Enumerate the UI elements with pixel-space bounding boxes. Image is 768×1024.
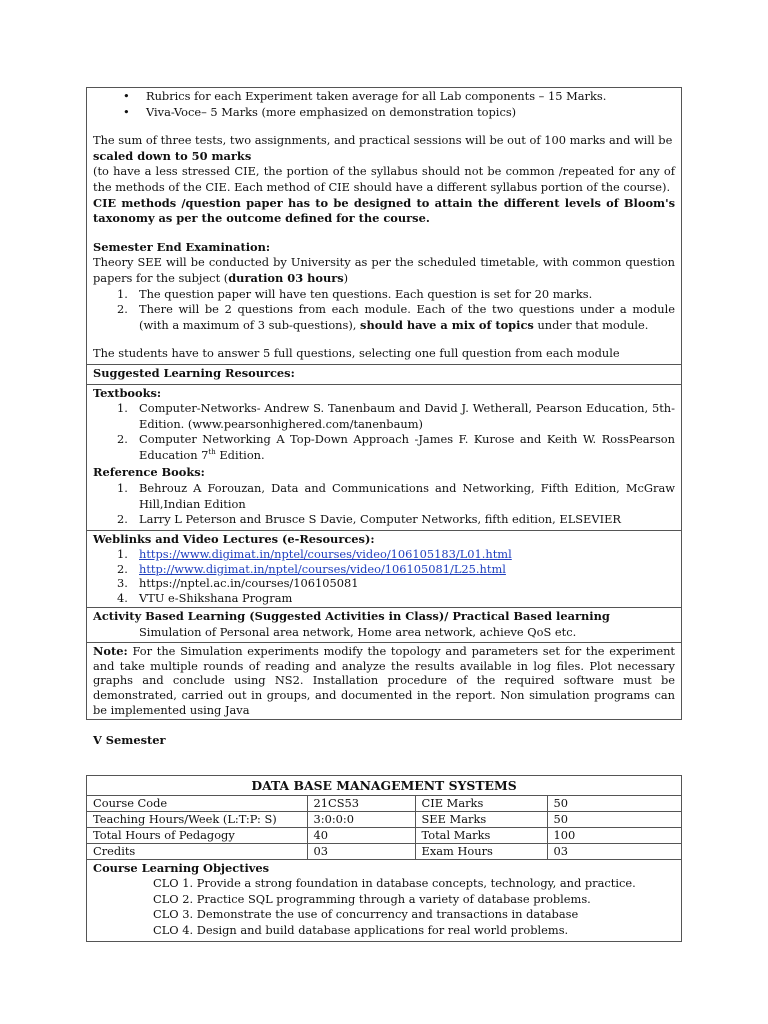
table-cell: 21CS53 [307,795,415,811]
cie-methods-text [93,196,675,227]
list-item: • Viva-Voce– 5 Marks (more emphasized on demonstration topics) [93,105,675,121]
list-item [93,287,675,303]
reference-list [93,481,675,528]
note-text: For the Simulation experiments modify the topology and parameters set for the experiment and take multiple rounds of reading and analyze the results available in log files. Plot necessary graphs and conclude using NS2. Installation procedure of the required software must be demonstrated, carried out in groups, and documented in the report. Non simulation programs can be implemented using Java [93,644,675,717]
table-cell: 03 [547,843,681,859]
resources-heading-section [87,364,681,384]
syllabus-box [86,87,682,720]
table-row [87,811,681,827]
item-text: The question paper will have ten questions. Each question is set for 20 marks. [139,286,593,301]
table-row [87,795,681,811]
table-cell: 50 [547,795,681,811]
course-box [86,775,682,942]
books-section [87,384,681,530]
item-number: 1. [117,286,128,301]
table-cell: 03 [307,843,415,859]
semester-heading: V Semester [93,733,166,747]
table-cell: 100 [547,827,681,843]
sum-text [93,133,675,149]
objectives-section [87,859,681,941]
weblinks-heading: Weblinks and Video Lectures (e-Resources): [93,531,375,546]
item-text: There will be 2 questions from each module. Each of the two questions under a module (with a maximum of 3 sub-questions), [139,302,675,332]
item-number: 2. [117,561,128,576]
list-item: CLO 3. Demonstrate the use of concurrency and transactions in database [153,907,579,922]
activity-text: Simulation of Personal area network, Home area network, achieve QoS etc. [139,624,577,639]
see-heading-text: Semester End Examination: [93,239,271,254]
table-cell: Course Code [87,795,307,811]
evaluation-bullets [93,89,675,120]
scaled-text [93,149,675,165]
textbook-list [93,401,675,463]
list-item [93,512,675,528]
answer-text: The students have to answer 5 full questions, selecting one full question from each module [93,346,620,361]
see-duration: duration 03 hours [228,270,344,285]
list-item [93,547,675,561]
item-text: VTU e-Shikshana Program [139,590,293,605]
item-number: 1. [117,401,128,416]
list-item: CLO 1. Provide a strong foundation in database concepts, technology, and practice. [153,876,636,891]
item-number: 2. [117,512,128,527]
table-cell: Total Marks [415,827,547,843]
list-item [93,302,675,333]
less-stressed-text: (to have a less stressed CIE, the portion of the syllabus should not be common /repeated for any of the methods of the CIE. Each method of CIE should have a different syllabus portion of the course). [93,164,675,194]
table-cell: Total Hours of Pedagogy [87,827,307,843]
list-item [93,576,675,590]
table-cell: SEE Marks [415,811,547,827]
weblinks-section [87,530,681,607]
course-title: DATA BASE MANAGEMENT SYSTEMS [251,778,517,793]
table-cell: 40 [307,827,415,843]
activity-heading: Activity Based Learning (Suggested Activities in Class)/ Practical Based learning [93,609,610,624]
see-items [93,287,675,334]
note-label: Note: [93,644,128,659]
weblinks-list [93,547,675,605]
list-item: • Rubrics for each Experiment taken average for all Lab components – 15 Marks. [93,89,675,105]
table-cell: CIE Marks [415,795,547,811]
sum-text-line: The sum of three tests, two assignments, and practical sessions will be out of 100 marks and will be [93,133,673,148]
table-cell: 50 [547,811,681,827]
see-text-end: ) [343,270,349,285]
item-text: Behrouz A Forouzan, Data and Communications and Networking, Fifth Edition, McGraw Hill,Indian Edition [139,481,675,511]
item-text: https://nptel.ac.in/courses/106105081 [139,576,359,591]
cie-methods-bold: CIE methods /question paper has to be designed to attain the different levels of Bloom's taxonomy as per the outcome defined for the course. [93,195,675,226]
item-text: Computer Networking A Top-Down Approach -James F. Kurose and Keith W. RossPearson Education 7 [139,432,675,462]
table-cell: Teaching Hours/Week (L:T:P: S) [87,811,307,827]
item-bold: should have a mix of topics [360,317,534,332]
item-number: 1. [117,547,128,562]
list-item [93,401,675,432]
item-tail: under that module. [533,317,649,332]
item-tail: Edition. [215,447,265,462]
list-item [93,562,675,576]
see-text [93,255,675,286]
item-number: 2. [117,432,128,447]
item-number: 2. [117,302,128,317]
see-heading [93,240,675,256]
weblink-2[interactable]: http://www.digimat.in/nptel/courses/video/106105081/L25.html [139,561,506,576]
see-text-part: Theory SEE will be conducted by University as per the scheduled timetable, with common question papers for the subject ( [93,255,675,285]
reference-heading: Reference Books: [93,465,205,480]
list-item: CLO 4. Design and build database applications for real world problems. [153,922,569,937]
item-number: 1. [117,481,128,496]
note-section [87,642,681,719]
superscript: th [208,448,216,457]
table-cell: Exam Hours [415,843,547,859]
weblink-1[interactable]: https://www.digimat.in/nptel/courses/video/106105183/L01.html [139,547,512,562]
textbooks-heading: Textbooks: [93,385,162,400]
scaled-bold: scaled down to 50 marks [93,148,252,163]
resources-heading: Suggested Learning Resources: [93,365,295,380]
list-item [93,481,675,512]
course-details-table [87,795,681,859]
item-text: Larry L Peterson and Brusce S Davie, Computer Networks, fifth edition, ELSEVIER [139,512,621,527]
item-number: 3. [117,576,128,591]
list-item [93,591,675,605]
table-cell: Credits [87,843,307,859]
evaluation-section [87,88,681,364]
objectives-heading: Course Learning Objectives [93,860,270,875]
item-number: 4. [117,590,128,605]
table-cell: 3:0:0:0 [307,811,415,827]
list-item [93,432,675,463]
activity-section [87,607,681,642]
table-row [87,843,681,859]
item-text: Computer-Networks- Andrew S. Tanenbaum and David J. Wetherall, Pearson Education, 5th-Edition. (www.pearsonhighered.com/tanenbaum) [139,401,675,431]
table-row [87,827,681,843]
list-item: CLO 2. Practice SQL programming through a variety of database problems. [153,891,591,906]
